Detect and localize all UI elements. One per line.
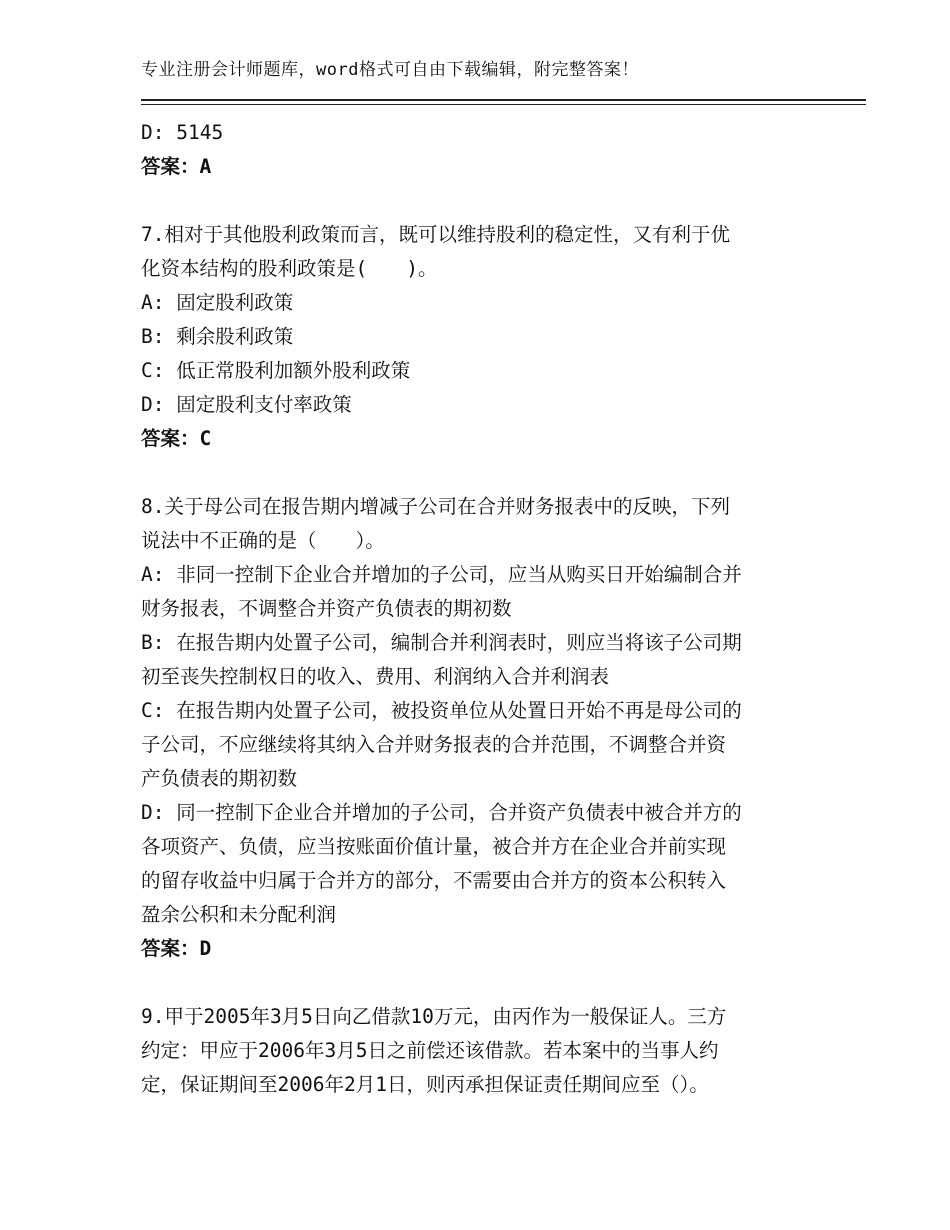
text-line: 的留存收益中归属于合并方的部分，不需要由合并方的资本公积转入 xyxy=(141,869,727,892)
page-header: 专业注册会计师题库，word格式可自由下载编辑，附完整答案！ xyxy=(141,60,639,80)
document-body xyxy=(141,116,821,1102)
answer-line: 答案：C xyxy=(141,427,212,450)
text-line: 各项资产、负债，应当按账面价值计量，被合并方在企业合并前实现 xyxy=(141,835,727,858)
text-line: B: 剩余股利政策 xyxy=(141,325,294,348)
text-line: 财务报表，不调整合并资产负债表的期初数 xyxy=(141,597,512,620)
answer-line: 答案：A xyxy=(141,155,212,178)
text-line: 盈余公积和未分配利润 xyxy=(141,903,337,926)
text-line: C: 低正常股利加额外股利政策 xyxy=(141,359,411,382)
header-rule-thick xyxy=(141,99,866,101)
paragraph-gap xyxy=(141,456,821,490)
text-line: 9.甲于2005年3月5日向乙借款10万元，由丙作为一般保证人。三方 xyxy=(141,1005,727,1028)
text-line: B: 在报告期内处置子公司，编制合并利润表时，则应当将该子公司期 xyxy=(141,631,742,654)
text-line: A: 固定股利政策 xyxy=(141,291,294,314)
text-line: C: 在报告期内处置子公司，被投资单位从处置日开始不再是母公司的 xyxy=(141,699,742,722)
text-line: 7.相对于其他股利政策而言，既可以维持股利的稳定性，又有利于优 xyxy=(141,223,730,246)
text-line: 子公司，不应继续将其纳入合并财务报表的合并范围，不调整合并资 xyxy=(141,733,727,756)
text-line: D: 固定股利支付率政策 xyxy=(141,393,352,416)
text-line: 化资本结构的股利政策是( )。 xyxy=(141,257,438,280)
header-rule-thin xyxy=(141,104,866,105)
paragraph-gap xyxy=(141,184,821,218)
text-line: D: 5145 xyxy=(141,121,224,144)
text-line: 产负债表的期初数 xyxy=(141,767,298,790)
text-line: 8.关于母公司在报告期内增减子公司在合并财务报表中的反映，下列 xyxy=(141,495,730,518)
text-line: D: 同一控制下企业合并增加的子公司，合并资产负债表中被合并方的 xyxy=(141,801,742,824)
text-line: 约定：甲应于2006年3月5日之前偿还该借款。若本案中的当事人约 xyxy=(141,1039,719,1062)
paragraph-gap xyxy=(141,966,821,1000)
text-line: 定，保证期间至2006年2月1日，则丙承担保证责任期间应至（）。 xyxy=(141,1073,709,1096)
answer-line: 答案：D xyxy=(141,937,212,960)
text-line: 初至丧失控制权日的收入、费用、利润纳入合并利润表 xyxy=(141,665,610,688)
text-line: 说法中不正确的是（ ）。 xyxy=(141,529,385,552)
text-line: A: 非同一控制下企业合并增加的子公司，应当从购买日开始编制合并 xyxy=(141,563,742,586)
